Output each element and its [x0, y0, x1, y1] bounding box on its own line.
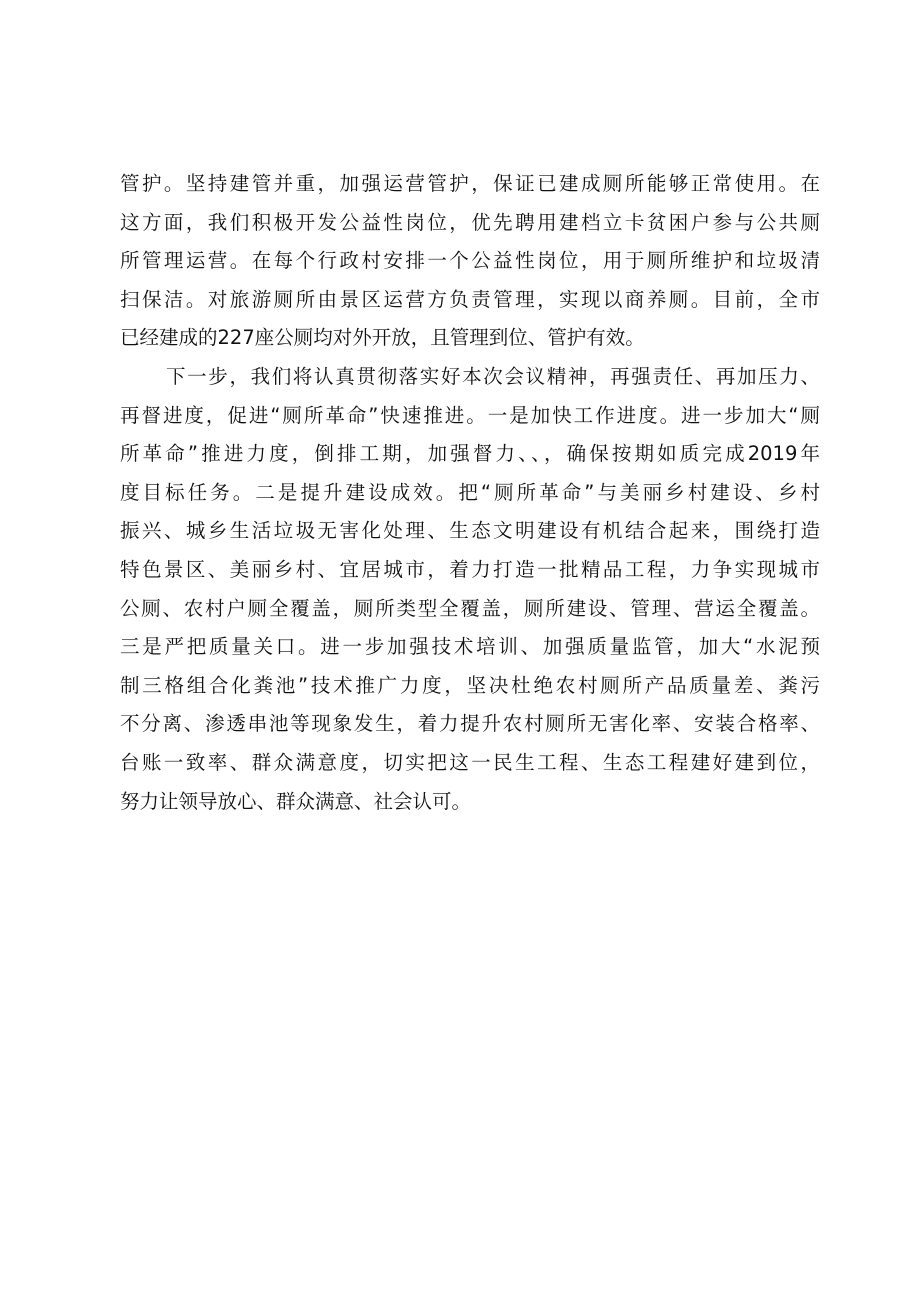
- paragraph-2: [120, 358, 820, 821]
- text-line: 三是严把质量关口。进一步加强技术培训、加强质量监管，加大“水泥预: [120, 635, 820, 659]
- text-line: 努力让领导放心、群众满意、社会认可。: [120, 789, 472, 813]
- text-line: 所管理运营。在每个行政村安排一个公益性岗位，用于厕所维护和垃圾清: [120, 249, 820, 273]
- text-line: 扫保洁。对旅游厕所由景区运营方负责管理，实现以商养厕。目前，全市: [120, 287, 820, 311]
- text-line: 台账一致率、群众满意度，切实把这一民生工程、生态工程建好建到位，: [120, 750, 820, 774]
- text-line: 振兴、城乡生活垃圾无害化处理、生态文明建设有机结合起来，围绕打造: [120, 519, 820, 543]
- text-line: 已经建成的227座公厕均对外开放，且管理到位、管护有效。: [120, 326, 645, 350]
- text-line: 公厕、农村户厕全覆盖，厕所类型全覆盖，厕所建设、管理、营运全覆盖。: [120, 596, 820, 620]
- text-line: 管护。坚持建管并重，加强运营管护，保证已建成厕所能够正常使用。在: [120, 172, 820, 195]
- document-body: [120, 165, 820, 821]
- text-line: 再督进度，促进“厕所革命”快速推进。一是加快工作进度。进一步加大“厕: [120, 403, 820, 427]
- text-line: 特色景区、美丽乡村、宜居城市，着力打造一批精品工程，力争实现城市: [120, 557, 820, 581]
- text-line: 度目标任务。二是提升建设成效。把“厕所革命”与美丽乡村建设、乡村: [120, 480, 820, 504]
- text-line: 不分离、渗透串池等现象发生，着力提升农村厕所无害化率、安装合格率、: [120, 712, 820, 736]
- text-line: 下一步，我们将认真贯彻落实好本次会议精神，再强责任、再加压力、: [166, 364, 820, 388]
- text-line: 这方面，我们积极开发公益性岗位，优先聘用建档立卡贫困户参与公共厕: [120, 210, 820, 234]
- paragraph-1: [120, 165, 820, 358]
- text-line: 制三格组合化粪池”技术推广力度，坚决杜绝农村厕所产品质量差、粪污: [120, 673, 820, 697]
- text-line: 所革命”推进力度，倒排工期，加强督力、、，确保按期如质完成2019年: [120, 442, 820, 466]
